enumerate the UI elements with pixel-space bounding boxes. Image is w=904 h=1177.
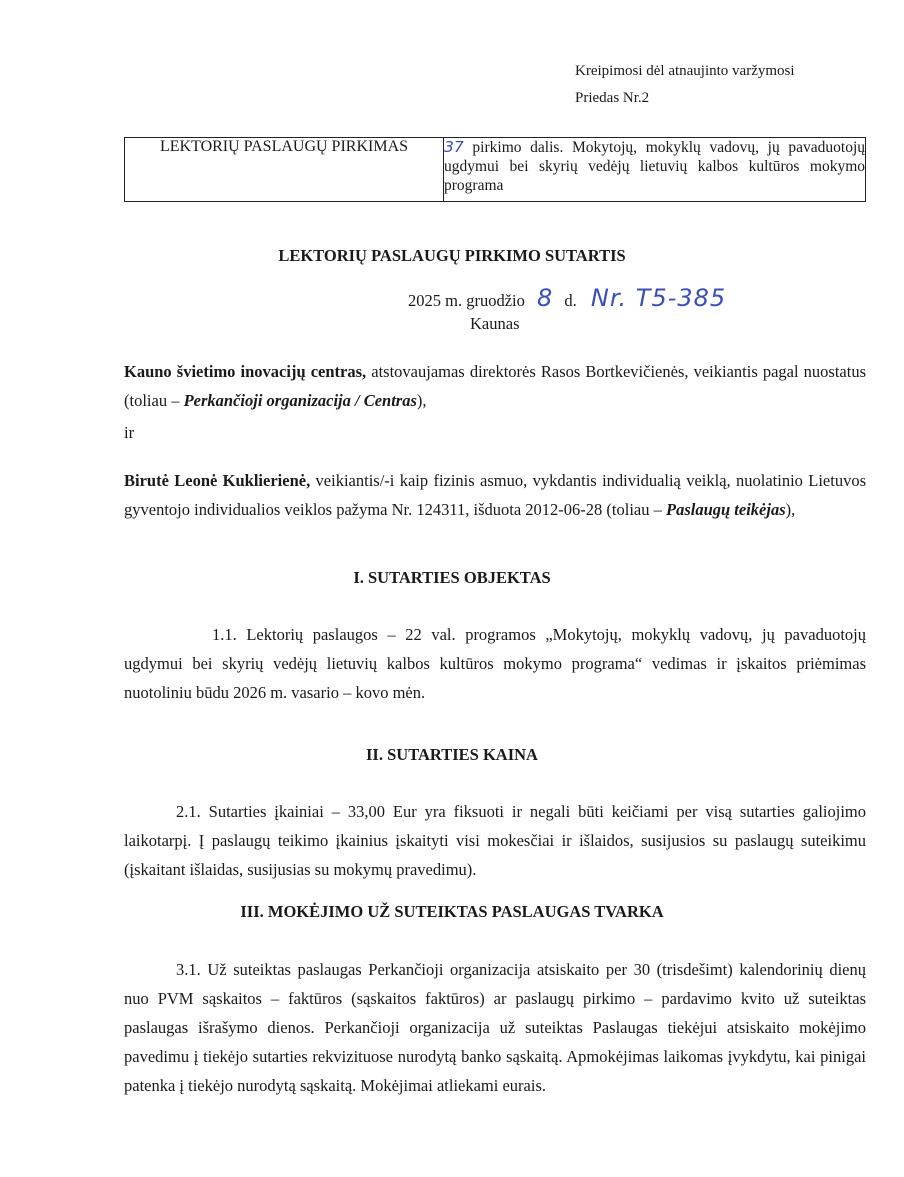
procurement-part-text: pirkimo dalis. Mokytojų, mokyklų vadovų, jų pavaduotojų ugdymui bei skyrių vedėjų lietuvių kalbos kultūros mokymo programa bbox=[444, 139, 866, 194]
party-2-end: ), bbox=[785, 500, 796, 519]
section-2-text: 2.1. Sutarties įkainiai – 33,00 Eur yra fiksuoti ir negali būti keičiami per visą sutarties galiojimo laikotarpį. Į paslaugų teikimo įkainius įskaityti visi mokesčiai ir išlaidos, susijusios su paslaugų suteikimu (įskaitant išlaidas, susijusias su mokymų pravedimu). bbox=[124, 802, 866, 879]
annex-header-line2: Priedas Nr.2 bbox=[575, 90, 650, 106]
party-1-alias: Perkančioji organizacija / Centras bbox=[183, 391, 417, 410]
procurement-info-table bbox=[124, 137, 866, 202]
section-3-text: 3.1. Už suteiktas paslaugas Perkančioji organizacija atsiskaito per 30 (trisdešimt) kalendorinių dienų nuo PVM sąskaitos – faktūros (sąskaitos faktūros) ar paslaugų pirkimo – pardavimo kvito už suteiktas paslaugas išrašymo dienos. Perkančioji organizacija už suteiktas Paslaugas tiekėjui atsiskaito mokėjimo pavedimu į tiekėjo sutarties rekvizituose nurodytą banko sąskaitą. Apmokėjimas laikomas įvykdytu, kai pinigai patenka į tiekėjo nurodytą sąskaitą. Mokėjimai atliekami eurais. bbox=[124, 960, 866, 1095]
party-1-paragraph bbox=[124, 357, 866, 415]
date-suffix: d. bbox=[564, 291, 577, 310]
party-2-paragraph bbox=[124, 466, 866, 524]
contract-city: Kaunas bbox=[470, 314, 520, 333]
party-1-name: Kauno švietimo inovacijų centras, bbox=[124, 362, 367, 381]
procurement-part-cell bbox=[444, 138, 866, 202]
annex-header-line1: Kreipimosi dėl atnaujinto varžymosi bbox=[575, 63, 795, 79]
procurement-type-cell: LEKTORIŲ PASLAUGŲ PIRKIMAS bbox=[125, 138, 444, 202]
party-1-description: atstovaujamas direktorės Rasos Bortkevičienės, veikiantis pagal nuostatus (toliau – bbox=[124, 362, 866, 410]
handwritten-registration-number: Nr. T5-385 bbox=[590, 284, 727, 312]
contract-date bbox=[408, 286, 726, 313]
handwritten-day: 8 bbox=[537, 284, 553, 312]
party-2-description: veikiantis/-i kaip fizinis asmuo, vykdantis individualią veiklą, nuolatinio Lietuvos gyventojo individualios veiklos pažyma Nr. 124311, išduota 2012-06-28 (toliau – bbox=[124, 471, 866, 519]
section-1-title: I. SUTARTIES OBJEKTAS bbox=[353, 568, 551, 587]
party-1-end: ), bbox=[416, 391, 427, 410]
section-1-text: 1.1. Lektorių paslaugos – 22 val. programos „Mokytojų, mokyklų vadovų, jų pavaduotojų ugdymui bei skyrių vedėjų lietuvių kalbos kultūros mokymo programa“ vedimas ir įskaitos priėmimas nuotoliniu būdu 2026 m. vasario – kovo mėn. bbox=[124, 625, 866, 702]
document-title: LEKTORIŲ PASLAUGŲ PIRKIMO SUTARTIS bbox=[278, 246, 626, 265]
section-2-title: II. SUTARTIES KAINA bbox=[366, 745, 538, 764]
party-2-name: Birutė Leonė Kuklierienė, bbox=[124, 471, 311, 490]
section-3-title: III. MOKĖJIMO UŽ SUTEIKTAS PASLAUGAS TVARKA bbox=[240, 902, 664, 921]
and-connector: ir bbox=[124, 423, 135, 442]
handwritten-part-number: 37 bbox=[444, 138, 464, 156]
party-2-alias: Paslaugų teikėjas bbox=[666, 500, 786, 519]
date-prefix: 2025 m. gruodžio bbox=[408, 291, 525, 310]
